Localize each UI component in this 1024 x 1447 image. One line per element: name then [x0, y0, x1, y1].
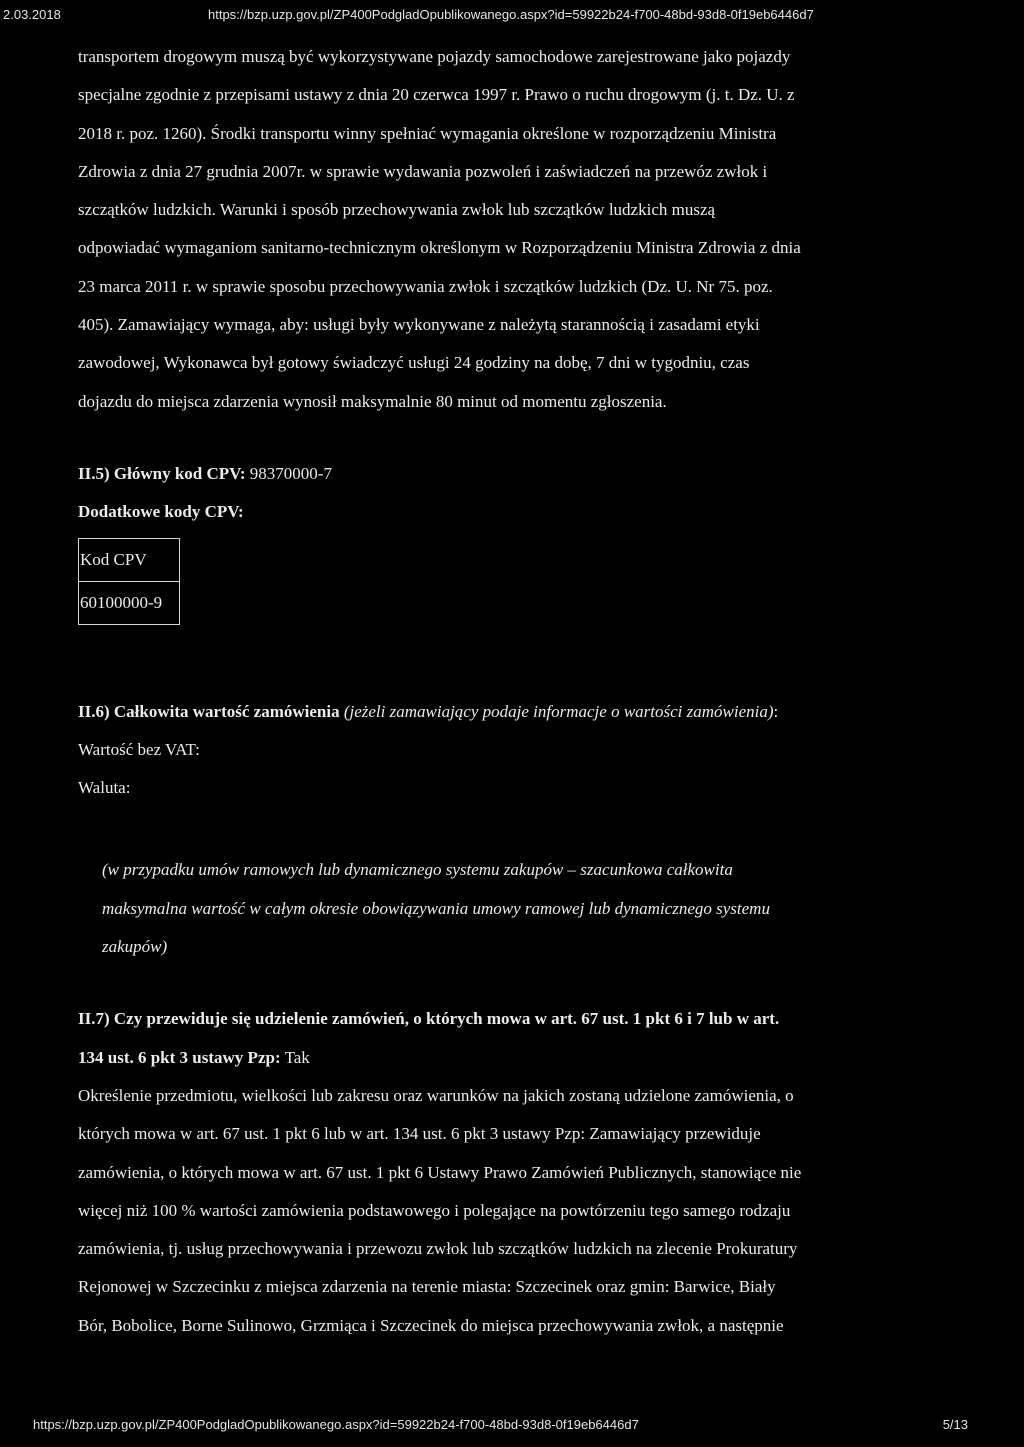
- text-line: transportem drogowym muszą być wykorzystywane pojazdy samochodowe zarejestrowane jako pojazdy: [78, 47, 791, 66]
- print-date: 2.03.2018: [3, 7, 61, 22]
- document-body: [78, 38, 983, 1345]
- text-line: więcej niż 100 % wartości zamówienia podstawowego i polegające na powtórzeniu tego samego rodzaju: [78, 1200, 791, 1220]
- text-line: zamówienia, tj. usług przechowywania i przewozu zwłok lub szczątków ludzkich na zlecenie Prokuratury: [78, 1239, 798, 1259]
- table-row: [79, 538, 180, 581]
- section-7-heading: II.7) Czy przewiduje się udzielenie zamówień, o których mowa w art. 67 ust. 1 pkt 6 i 7 lub w art.: [78, 1009, 780, 1029]
- text-line: Zdrowia z dnia 27 grudnia 2007r. w sprawie wydawania pozwoleń i zaświadczeń na przewóz zwłok i: [78, 161, 768, 181]
- print-url-footer: https://bzp.uzp.gov.pl/ZP400PodgladOpublikowanego.aspx?id=59922b24-f700-48bd-93d8-0f19eb6446d7: [33, 1417, 639, 1432]
- additional-cpv-label: Dodatkowe kody CPV:: [78, 502, 244, 522]
- currency-label: Waluta:: [78, 778, 131, 798]
- text-line: których mowa w art. 67 ust. 1 pkt 6 lub w art. 134 ust. 6 pkt 3 ustawy Pzp: Zamawiający przewiduje: [78, 1124, 761, 1144]
- main-cpv-value: 98370000-7: [249, 463, 332, 483]
- main-cpv-label: II.5) Główny kod CPV:: [78, 463, 246, 483]
- text-line: Określenie przedmiotu, wielkości lub zakresu oraz warunków na jakich zostaną udzielone zamówienia, o: [78, 1085, 794, 1105]
- table-row: [79, 581, 180, 624]
- net-value-label: Wartość bez VAT:: [78, 739, 200, 759]
- cpv-table: [78, 538, 180, 625]
- text-line: odpowiadać wymaganiom sanitarno-technicznym określonym w Rozporządzeniu Ministra Zdrowia z dnia: [78, 238, 801, 258]
- intro-paragraph: [78, 38, 983, 421]
- text-line: zawodowej, Wykonawca był gotowy świadczyć usługi 24 godziny na dobę, 7 dni w tygodniu, czas: [78, 353, 750, 373]
- text-line: zamówienia, o których mowa w art. 67 ust. 1 pkt 6 Ustawy Prawo Zamówień Publicznych, stanowiące nie: [78, 1162, 802, 1182]
- value-heading-colon: :: [773, 701, 779, 721]
- text-line: 405). Zamawiający wymaga, aby: usługi były wykonywane z należytą starannością i zasadami etyki: [78, 315, 760, 335]
- value-heading-note: (jeżeli zamawiający podaje informacje o wartości zamówienia): [343, 701, 774, 721]
- text-line: zakupów): [102, 937, 168, 957]
- cpv-table-header: Kod CPV: [79, 538, 180, 581]
- section-7: [78, 1000, 983, 1345]
- section-7-heading: 134 ust. 6 pkt 3 ustawy Pzp:: [78, 1047, 281, 1067]
- text-line: Bór, Bobolice, Borne Sulinowo, Grzmiąca i Szczecinek do miejsca przechowywania zwłok, a następnie: [78, 1315, 784, 1335]
- value-heading: [78, 693, 983, 731]
- text-line: specjalne zgodnie z przepisami ustawy z dnia 20 czerwca 1997 r. Prawo o ruchu drogowym (j. t. Dz. U. z: [78, 85, 795, 105]
- page-number: 5/13: [942, 1417, 968, 1432]
- text-line: 23 marca 2011 r. w sprawie sposobu przechowywania zwłok i szczątków ludzkich (Dz. U. Nr 75. poz.: [78, 276, 773, 296]
- text-line: (w przypadku umów ramowych lub dynamicznego systemu zakupów – szacunkowa całkowita: [102, 860, 733, 880]
- value-section: [78, 693, 983, 967]
- text-line: 2018 r. poz. 1260). Środki transportu winny spełniać wymagania określone w rozporządzeniu Ministra: [78, 123, 777, 143]
- value-note: [78, 851, 983, 966]
- text-line: maksymalna wartość w całym okresie obowiązywania umowy ramowej lub dynamicznego systemu: [102, 898, 770, 918]
- value-heading-title: II.6) Całkowita wartość zamówienia: [78, 701, 340, 721]
- text-line: szczątków ludzkich. Warunki i sposób przechowywania zwłok lub szczątków ludzkich muszą: [78, 200, 716, 220]
- text-line: Rejonowej w Szczecinku z miejsca zdarzenia na terenie miasta: Szczecinek oraz gmin: Barwice, Biały: [78, 1277, 776, 1297]
- cpv-section: [78, 455, 983, 625]
- text-line: dojazdu do miejsca zdarzenia wynosił maksymalnie 80 minut od momentu zgłoszenia.: [78, 391, 667, 411]
- section-7-answer: Tak: [284, 1047, 310, 1067]
- cpv-table-cell: 60100000-9: [79, 581, 180, 624]
- print-url-header: https://bzp.uzp.gov.pl/ZP400PodgladOpublikowanego.aspx?id=59922b24-f700-48bd-93d8-0f19eb6446d7: [208, 7, 814, 22]
